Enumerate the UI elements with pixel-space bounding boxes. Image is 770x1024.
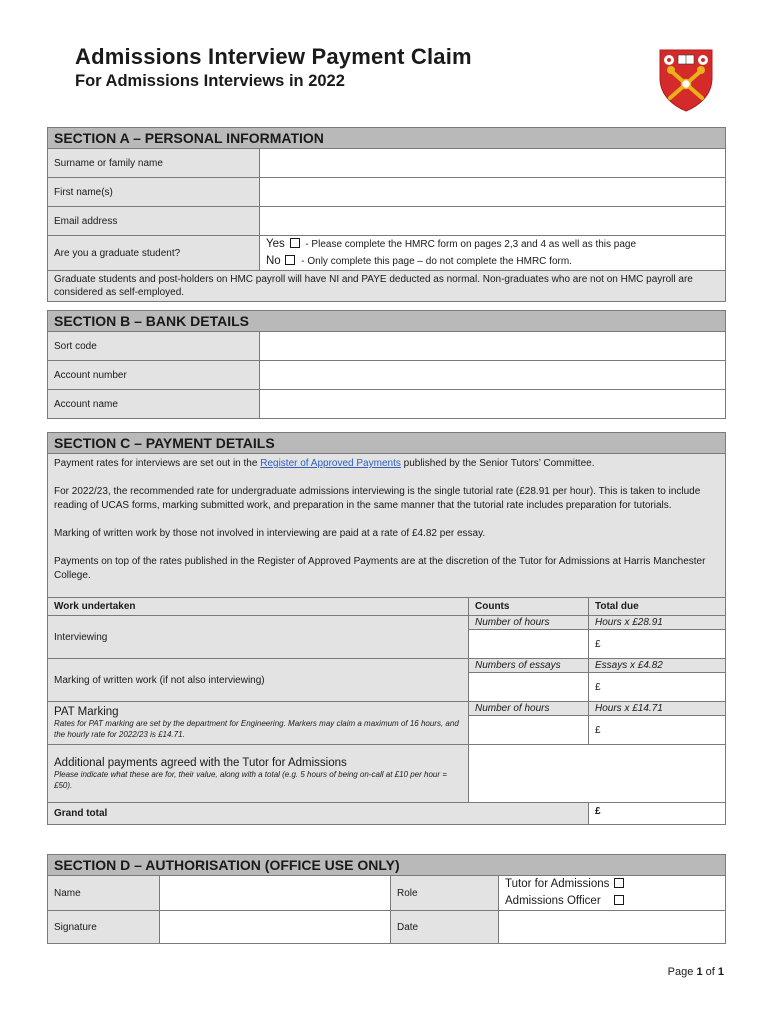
pat-marking-cell — [48, 702, 469, 745]
account-number-input[interactable] — [260, 361, 726, 390]
surname-label: Surname or family name — [48, 149, 260, 178]
section-a-title: SECTION A – PERSONAL INFORMATION — [48, 128, 726, 149]
pat-marking-note: Rates for PAT marking are set by the department for Engineering. Markers may claim a maximum of 16 hours, and the hourly rate for 2022/23 is £14.71. — [54, 719, 459, 739]
auth-signature-input[interactable] — [160, 911, 391, 944]
graduate-no-checkbox[interactable] — [285, 255, 295, 265]
section-d-table — [47, 854, 726, 944]
auth-role-label: Role — [391, 876, 499, 911]
marking-count-input[interactable] — [469, 673, 589, 702]
pat-marking-label: PAT Marking — [54, 706, 119, 718]
first-names-label: First name(s) — [48, 178, 260, 207]
section-a-table — [47, 127, 726, 302]
auth-date-label: Date — [391, 911, 499, 944]
graduate-yes-text: - Please complete the HMRC form on pages 2,3 and 4 as well as this page — [305, 239, 637, 250]
sort-code-input[interactable] — [260, 332, 726, 361]
additional-payments-label: Additional payments agreed with the Tutor for Admissions — [54, 756, 347, 769]
section-b-table — [47, 310, 726, 419]
role-officer-label: Admissions Officer — [505, 895, 601, 907]
auth-name-input[interactable] — [160, 876, 391, 911]
marking-count-hint: Numbers of essays — [469, 659, 589, 673]
page-number — [668, 966, 724, 978]
graduate-yes-label: Yes — [266, 238, 285, 250]
graduate-no-label: No — [266, 255, 281, 267]
payment-info-p4: Payments on top of the rates published in the Register of Approved Payments are at the discretion of the Tutor for Admissions at Harris Manchester College. — [54, 556, 706, 581]
graduate-options — [260, 236, 726, 271]
interviewing-count-input[interactable] — [469, 630, 589, 659]
first-names-input[interactable] — [260, 178, 726, 207]
marking-total-input[interactable]: £ — [589, 673, 726, 702]
page-current: 1 — [696, 966, 703, 978]
page-prefix: Page — [667, 966, 694, 978]
page-of: of — [705, 966, 715, 978]
role-tutor-checkbox[interactable] — [614, 878, 624, 888]
col-total-header: Total due — [589, 598, 726, 616]
additional-payments-note: Please indicate what these are for, their value, along with a total (e.g. 5 hours of being on-call at £10 per hour = £50). — [54, 769, 447, 790]
payroll-note: Graduate students and post-holders on HMC payroll will have NI and PAYE deducted as normal. Non-graduates who are not on HMC payroll are considered as self-employed. — [48, 271, 726, 302]
auth-name-label: Name — [48, 876, 160, 911]
page-title: Admissions Interview Payment Claim — [75, 44, 472, 69]
surname-input[interactable] — [260, 149, 726, 178]
pat-count-input[interactable] — [469, 716, 589, 745]
page-subtitle: For Admissions Interviews in 2022 — [75, 72, 345, 90]
pat-count-hint: Number of hours — [469, 702, 589, 716]
col-counts-header: Counts — [469, 598, 589, 616]
marking-label: Marking of written work (if not also interviewing) — [48, 659, 469, 702]
page-total: 1 — [717, 966, 724, 978]
payment-info-p3: Marking of written work by those not involved in interviewing are paid at a rate of £4.82 per essay. — [54, 528, 486, 539]
pat-total-hint: Hours x £14.71 — [589, 702, 726, 716]
col-work-header: Work undertaken — [48, 598, 469, 616]
additional-payments-input[interactable] — [469, 745, 726, 803]
graduate-question-label: Are you a graduate student? — [48, 236, 260, 271]
role-tutor-label: Tutor for Admissions — [505, 878, 610, 890]
account-name-label: Account name — [48, 390, 260, 419]
p1-before: Payment rates for interviews are set out in the — [54, 458, 261, 469]
auth-signature-label: Signature — [48, 911, 160, 944]
section-c-table — [47, 432, 726, 825]
auth-date-input[interactable] — [499, 911, 726, 944]
college-crest-logo — [658, 48, 714, 112]
graduate-no-text: - Only complete this page – do not complete the HMRC form. — [301, 256, 572, 267]
pat-total-input[interactable]: £ — [589, 716, 726, 745]
interviewing-total-hint: Hours x £28.91 — [589, 616, 726, 630]
marking-total-hint: Essays x £4.82 — [589, 659, 726, 673]
payment-info — [48, 454, 726, 598]
account-number-label: Account number — [48, 361, 260, 390]
section-b-title: SECTION B – BANK DETAILS — [48, 311, 726, 332]
auth-role-options — [499, 876, 726, 911]
graduate-yes-checkbox[interactable] — [290, 238, 300, 248]
payment-info-p1 — [54, 457, 719, 471]
p1-after: published by the Senior Tutors’ Committee. — [400, 458, 595, 469]
section-d-title: SECTION D – AUTHORISATION (OFFICE USE ONLY) — [48, 855, 726, 876]
payment-info-p2: For 2022/23, the recommended rate for undergraduate admissions interviewing is the single tutorial rate (£28.91 per hour). This is taken to include reading of UCAS forms, marking submitted work, and preparation in the same manner that the tutorial rate includes preparation for tutorials. — [54, 486, 701, 511]
account-name-input[interactable] — [260, 390, 726, 419]
grand-total-input[interactable]: £ — [589, 803, 726, 825]
register-link[interactable]: Register of Approved Payments — [260, 458, 401, 469]
role-officer-checkbox[interactable] — [614, 895, 624, 905]
interviewing-count-hint: Number of hours — [469, 616, 589, 630]
grand-total-label: Grand total — [48, 803, 589, 825]
email-label: Email address — [48, 207, 260, 236]
additional-payments-cell — [48, 745, 469, 803]
interviewing-label: Interviewing — [48, 616, 469, 659]
section-c-title: SECTION C – PAYMENT DETAILS — [48, 433, 726, 454]
interviewing-total-input[interactable]: £ — [589, 630, 726, 659]
sort-code-label: Sort code — [48, 332, 260, 361]
email-input[interactable] — [260, 207, 726, 236]
